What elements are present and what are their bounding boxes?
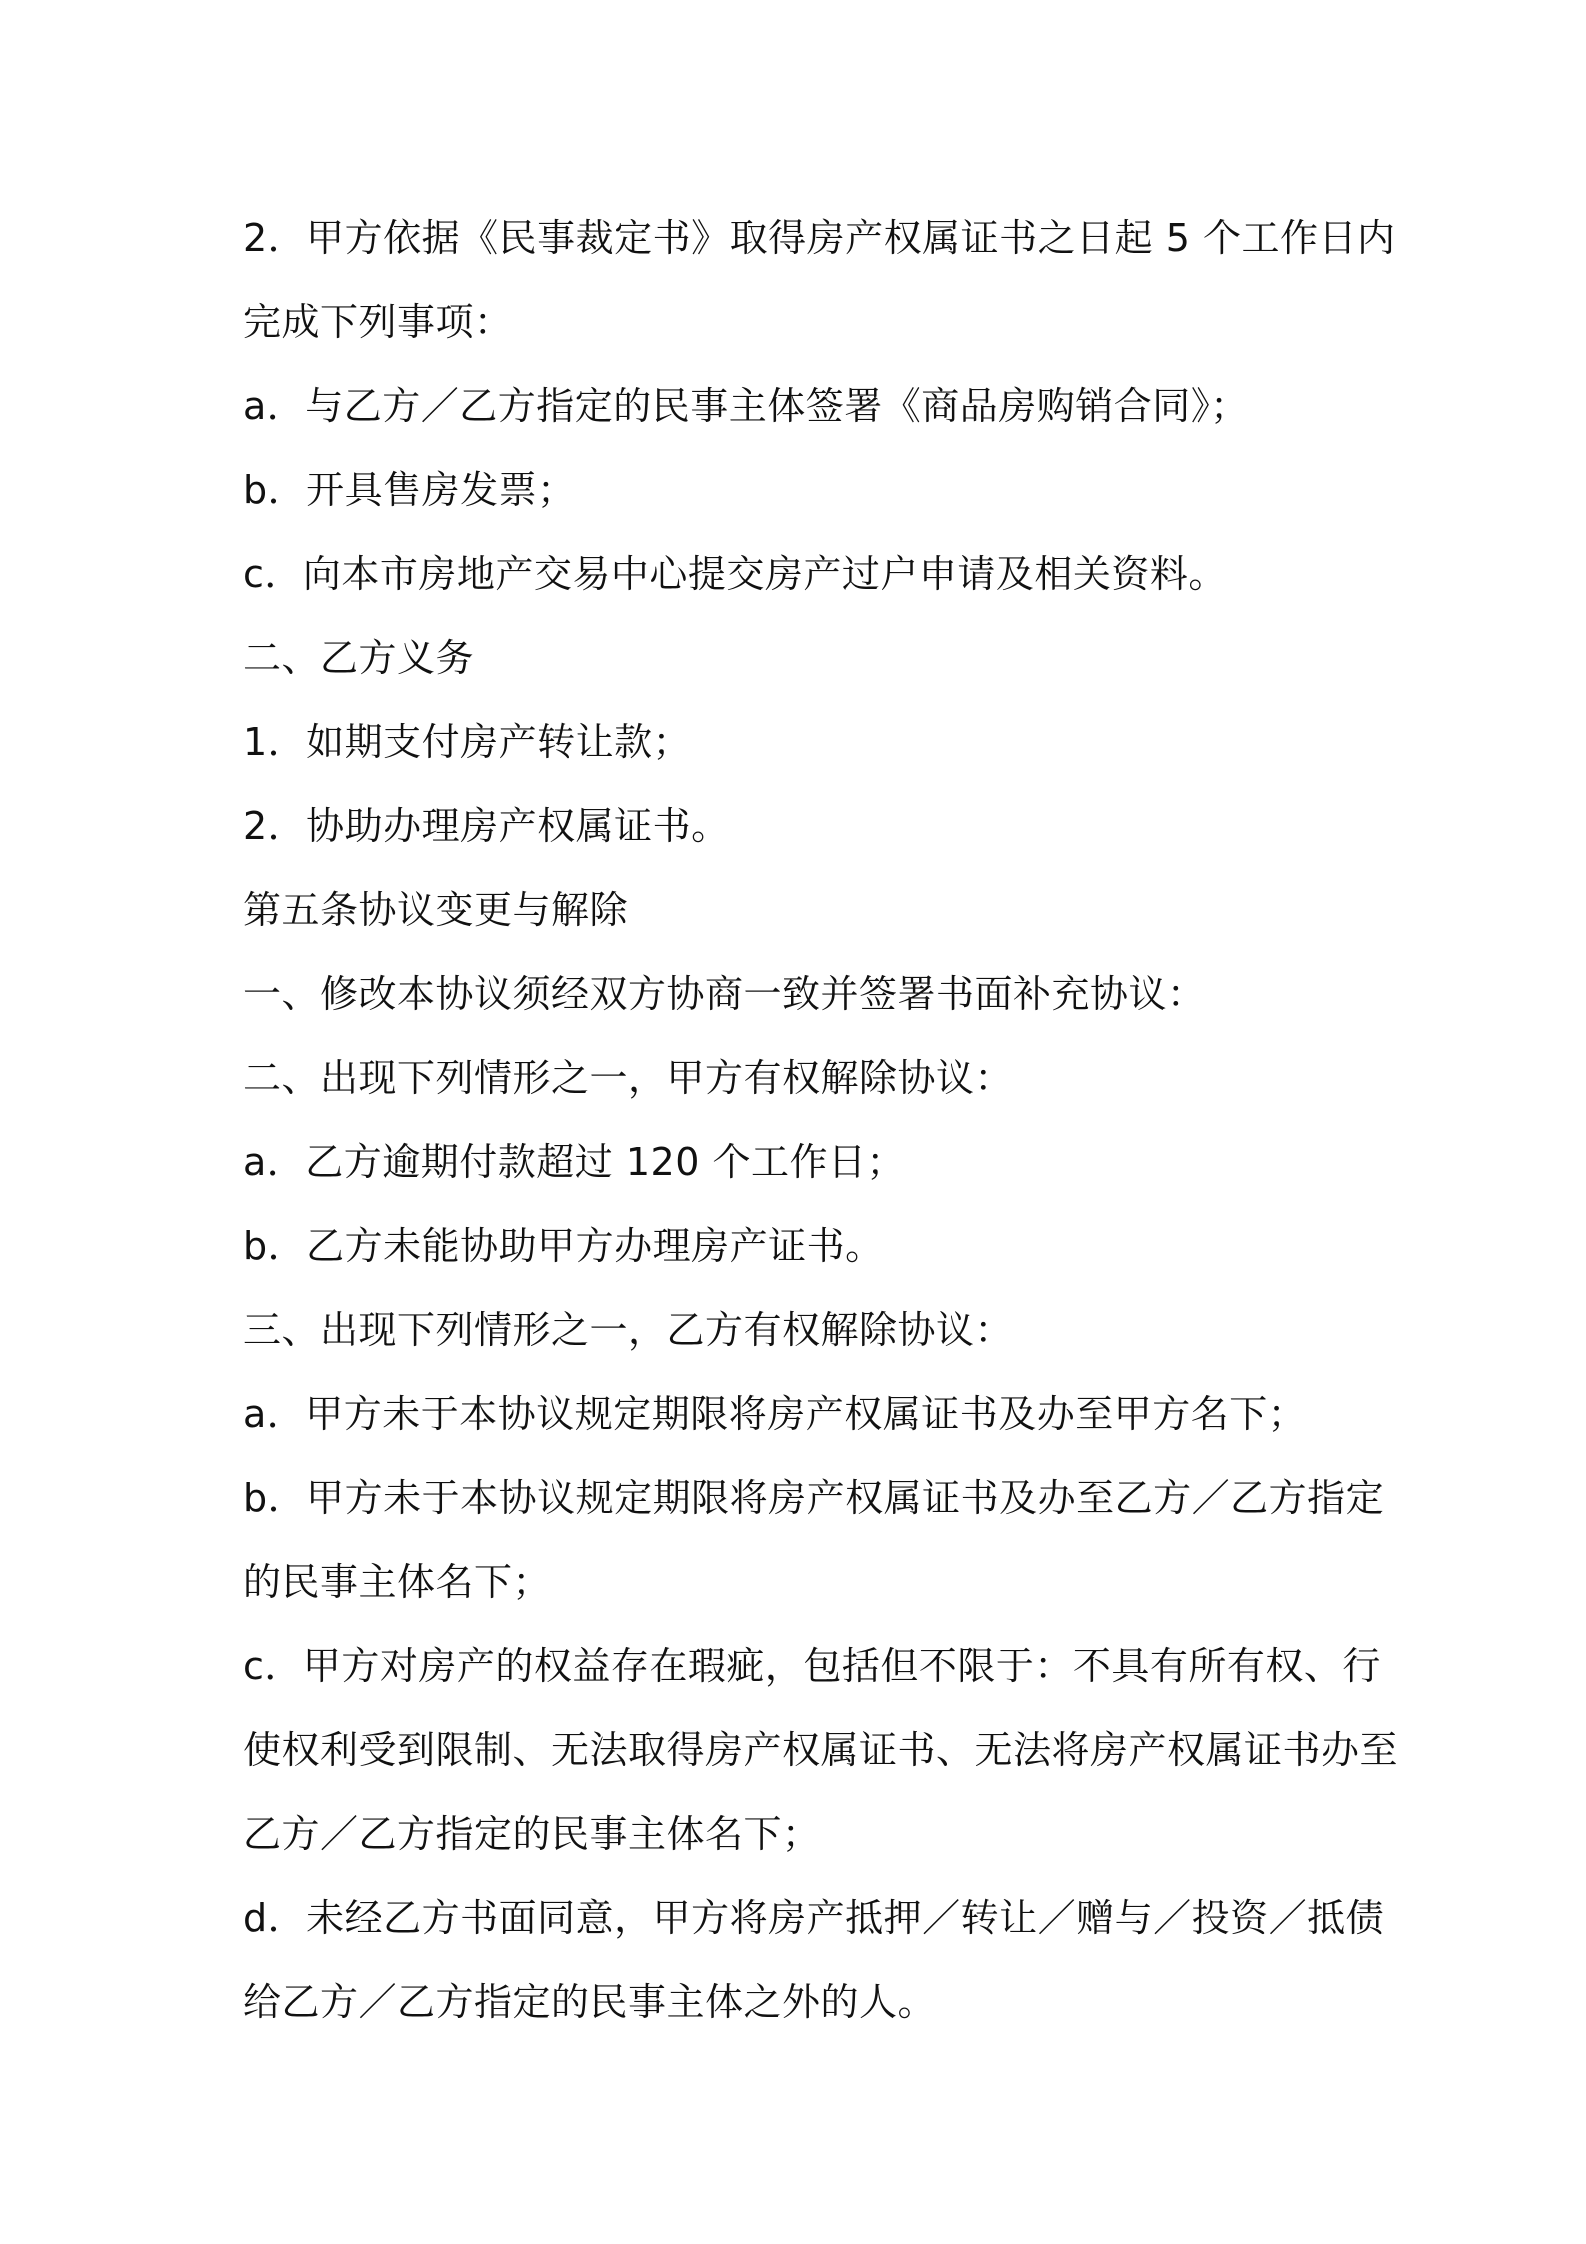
article-5-part-2: 二、出现下列情形之一，甲方有权解除协议： — [243, 1056, 1014, 1100]
item-c-submit-transfer: c．向本市房地产交易中心提交房产过户申请及相关资料。 — [243, 552, 1227, 596]
item-b-issue-invoice: b．开具售房发票； — [243, 468, 576, 512]
article-5-heading: 第五条协议变更与解除 — [243, 888, 629, 932]
part-2-item-b: b．乙方未能协助甲方办理房产证书。 — [243, 1224, 884, 1268]
section-party-b-obligations: 二、乙方义务 — [243, 636, 475, 680]
item-a-sign-contract: a．与乙方／乙方指定的民事主体签署《商品房购销合同》； — [243, 384, 1249, 428]
part-2-item-a: a．乙方逾期付款超过 120 个工作日； — [243, 1140, 905, 1184]
part-3-item-d-line-1: d．未经乙方书面同意，甲方将房产抵押／转让／赠与／投资／抵债 — [243, 1896, 1385, 1940]
part-3-item-d-line-2: 给乙方／乙方指定的民事主体之外的人。 — [243, 1980, 937, 2024]
document-body — [243, 196, 1399, 2044]
part-3-item-c-line-1: c．甲方对房产的权益存在瑕疵，包括但不限于：不具有所有权、行 — [243, 1644, 1381, 1688]
part-3-item-c-line-3: 乙方／乙方指定的民事主体名下； — [243, 1812, 821, 1856]
article-5-part-3: 三、出现下列情形之一，乙方有权解除协议： — [243, 1308, 1014, 1352]
part-3-item-b-line-1: b．甲方未于本协议规定期限将房产权属证书及办至乙方／乙方指定 — [243, 1476, 1385, 1520]
clause-2-line-1: 2．甲方依据《民事裁定书》取得房产权属证书之日起 5 个工作日内 — [243, 216, 1396, 260]
clause-2-line-2: 完成下列事项： — [243, 300, 513, 344]
part-3-item-b-line-2: 的民事主体名下； — [243, 1560, 552, 1604]
part-3-item-c-line-2: 使权利受到限制、无法取得房产权属证书、无法将房产权属证书办至 — [243, 1728, 1399, 1772]
obligation-1-payment: 1．如期支付房产转让款； — [243, 720, 692, 764]
obligation-2-assist: 2．协助办理房产权属证书。 — [243, 804, 730, 848]
article-5-part-1: 一、修改本协议须经双方协商一致并签署书面补充协议： — [243, 972, 1206, 1016]
part-3-item-a: a．甲方未于本协议规定期限将房产权属证书及办至甲方名下； — [243, 1392, 1307, 1436]
